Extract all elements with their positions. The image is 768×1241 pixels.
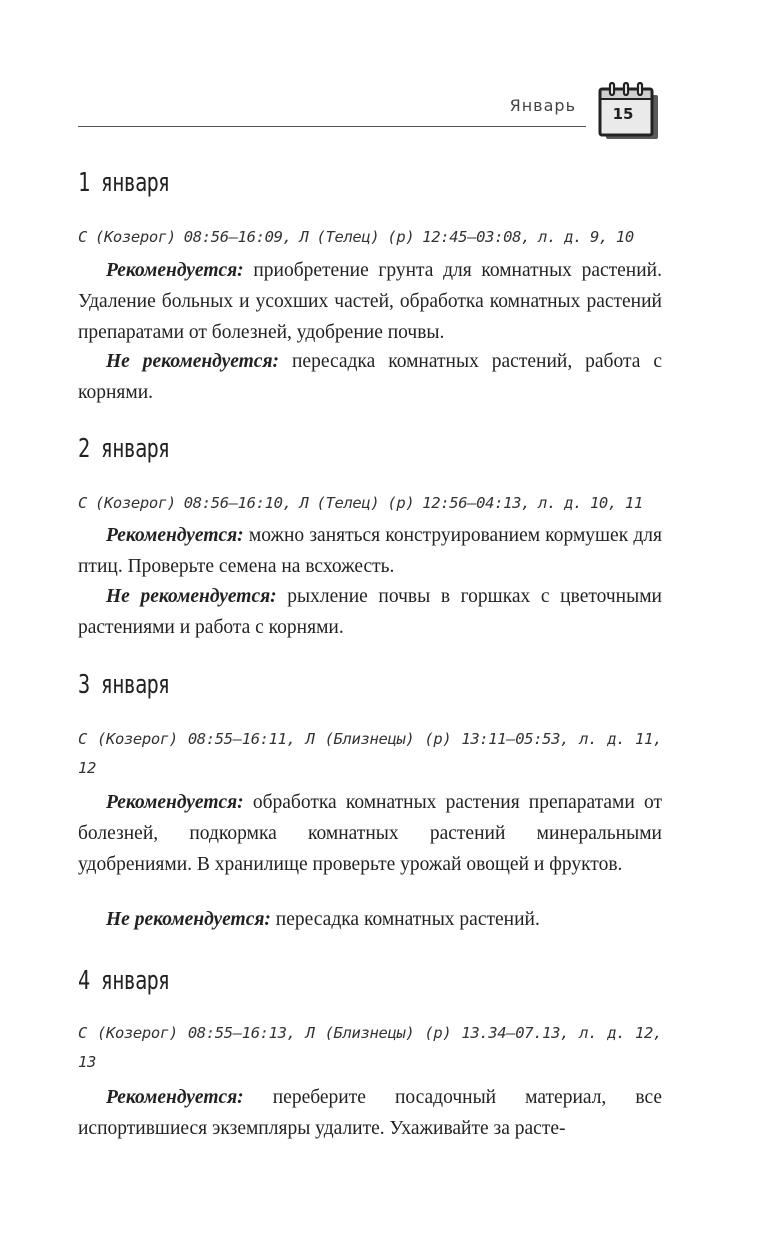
recommended-text: обработка комнатных растения препаратами от болезней, подкормка комнатных растений минеральными удобрениями. В хранилище проверьте урожай овощей и фруктов. <box>78 792 662 875</box>
entry-title: 1 января <box>78 168 170 198</box>
not-recommended-paragraph <box>78 581 662 643</box>
not-recommended-text: рыхление почвы в горшках с цветочными растениями и работа с корнями. <box>78 586 662 638</box>
not-recommended-label: Не рекомендуется: <box>106 351 280 372</box>
not-recommended-text: пересадка комнатных растений. <box>270 909 540 930</box>
not-recommended-text: пересадка комнатных растений, работа с корнями. <box>78 351 662 403</box>
astro-data: С (Козерог) 08:56—16:09, Л (Телец) (р) 12:45—03:08, л. д. 9, 10 <box>78 228 634 246</box>
astro-data: С (Козерог) 08:55—16:11, Л (Близнецы) (р) 13:11—05:53, л. д. 11, 12 <box>78 730 662 777</box>
calendar-icon <box>597 82 661 142</box>
recommended-paragraph <box>78 787 662 880</box>
not-recommended-paragraph <box>78 346 662 408</box>
entry-title: 2 января <box>78 434 170 464</box>
recommended-text: переберите посадочный материал, все испортившиеся экземпляры удалите. Ухаживайте за расте- <box>78 1087 662 1139</box>
recommended-paragraph <box>78 1082 662 1144</box>
recommended-paragraph <box>78 255 662 348</box>
not-recommended-paragraph <box>78 904 662 935</box>
astro-data: С (Козерог) 08:55—16:13, Л (Близнецы) (р) 13.34—07.13, л. д. 12, 13 <box>78 1024 662 1071</box>
recommended-label: Рекомендуется: <box>106 1087 244 1108</box>
page-number: 15 <box>612 105 634 123</box>
entry-title: 3 января <box>78 670 170 700</box>
running-header-month: Январь <box>509 96 576 115</box>
recommended-label: Рекомендуется: <box>106 260 244 281</box>
recommended-label: Рекомендуется: <box>106 792 244 813</box>
header-rule <box>78 126 586 127</box>
recommended-label: Рекомендуется: <box>106 525 244 546</box>
astro-data: С (Козерог) 08:56—16:10, Л (Телец) (р) 12:56—04:13, л. д. 10, 11 <box>78 494 643 512</box>
recommended-text: можно заняться конструированием кормушек для птиц. Проверьте семена на всхожесть. <box>78 525 662 577</box>
not-recommended-label: Не рекомендуется: <box>106 909 271 930</box>
recommended-text: приобретение грунта для комнатных растений. Удаление больных и усохших частей, обработка комнатных растений препаратами от болезней, удобрение почвы. <box>78 260 662 343</box>
recommended-paragraph <box>78 520 662 582</box>
entry-title: 4 января <box>78 966 170 996</box>
not-recommended-label: Не рекомендуется: <box>106 586 277 607</box>
